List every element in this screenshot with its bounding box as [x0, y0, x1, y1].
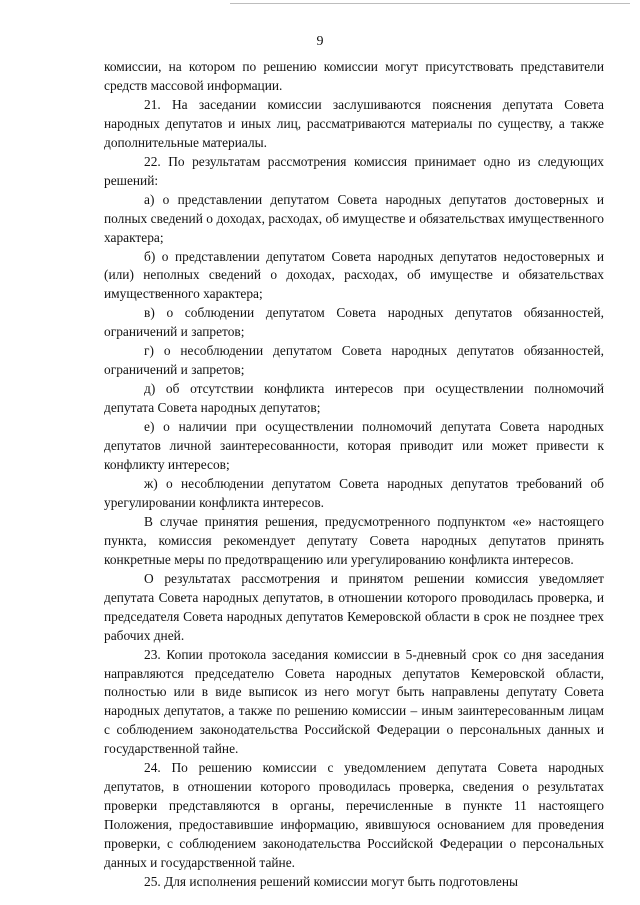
paragraph-23: 23. Копии протокола заседания комиссии в 5-дневный срок со дня заседания направляются председателю Совета народных депутатов Кемеровской области, полностью или в виде выписок из него могут быть направлены депутату Совета народных депутатов, а также по решению комиссии – иным заинтересованным лицам с соблюдением законодательства Российской Федерации о персональных данных и государственной тайне.	[104, 646, 604, 757]
paragraph-recommendation: В случае принятия решения, предусмотренного подпунктом «е» настоящего пункта, комиссия рекомендует депутату Совета народных депутатов принять конкретные меры по предотвращению или урегулированию конфликта интересов.	[104, 513, 604, 567]
paragraph-22: 22. По результатам рассмотрения комиссия принимает одно из следующих решений:	[104, 153, 604, 188]
paragraph-notification: О результатах рассмотрения и принятом решении комиссия уведомляет депутата Совета народных депутатов, в отношении которого проводилась проверка, и председателя Совета народных депутатов Кемеровской области в срок не позднее трех рабочих дней.	[104, 570, 604, 643]
list-item-e: е) о наличии при осуществлении полномочий депутата Совета народных депутатов личной заинтересованности, которая приводит или может привести к конфликту интересов;	[104, 419, 604, 473]
list-item-zh: ж) о несоблюдении депутатом Совета народных депутатов требований об урегулировании конфликта интересов.	[104, 475, 604, 510]
list-item-b: б) о представлении депутатом Совета народных депутатов недостоверных и (или) неполных сведений о доходах, расходах, об имуществе и обязательствах имущественного характера;	[104, 248, 604, 302]
page-number: 9	[316, 34, 324, 49]
list-item-v: в) о соблюдении депутатом Совета народных депутатов обязанностей, ограничений и запретов;	[104, 305, 604, 340]
list-item-d: д) об отсутствии конфликта интересов при осуществлении полномочий депутата Совета народных депутатов;	[104, 381, 604, 416]
list-item-a: а) о представлении депутатом Совета народных депутатов достоверных и полных сведений о доходах, расходах, об имуществе и обязательствах имущественного характера;	[104, 191, 604, 245]
paragraph-continuation: комиссии, на котором по решению комиссии могут присутствовать представители средств массовой информации.	[104, 59, 604, 93]
document-body	[104, 58, 604, 892]
list-item-g: г) о несоблюдении депутатом Совета народных депутатов обязанностей, ограничений и запретов;	[104, 343, 604, 378]
paragraph-25: 25. Для исполнения решений комиссии могут быть подготовлены	[144, 873, 518, 889]
paragraph-21: 21. На заседании комиссии заслушиваются пояснения депутата Совета народных депутатов и иных лиц, рассматриваются материалы по существу, а также дополнительные материалы.	[104, 96, 604, 150]
paragraph-24: 24. По решению комиссии с уведомлением депутата Совета народных депутатов, в отношении которого проводилась проверка, сведения о результатах проверки представляются в органы, перечисленные в пункте 11 настоящего Положения, предоставившие информацию, явившуюся основанием для проведения проверки, с соблюдением законодательства Российской Федерации о персональных данных и государственной тайне.	[104, 760, 604, 871]
top-rule	[230, 3, 630, 4]
